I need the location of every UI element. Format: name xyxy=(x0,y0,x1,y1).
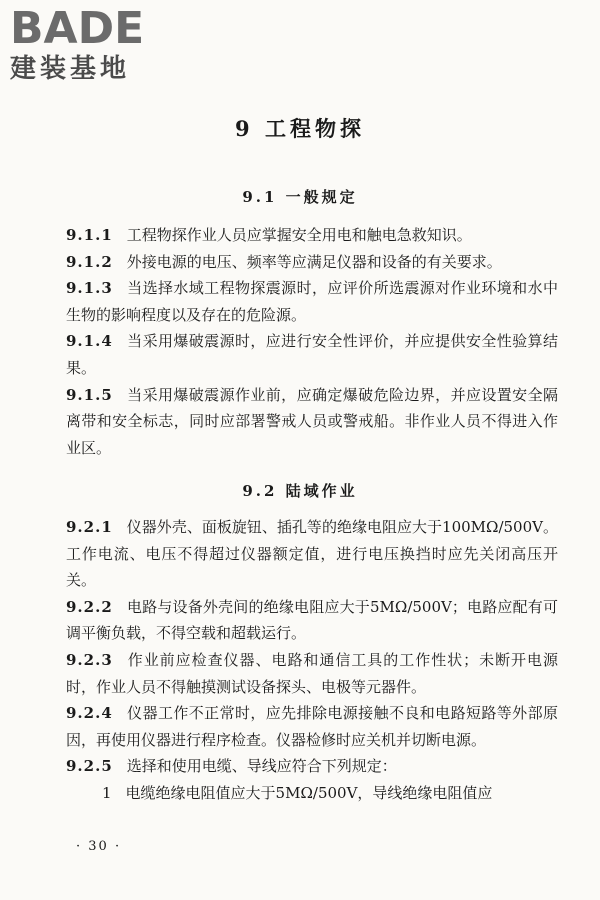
clause-number: 9.2.2 xyxy=(66,597,113,616)
bade-logo xyxy=(10,3,180,84)
section-9-2-body xyxy=(66,514,558,807)
clause xyxy=(66,700,558,753)
section-title-9-2: 9.2 陆域作业 xyxy=(242,482,358,500)
clause-text: 作业前应检查仪器、电路和通信工具的工作性状；未断开电源时，作业人员不得触摸测试设备探头、电极等元器件。 xyxy=(66,650,558,696)
clause xyxy=(66,647,558,700)
logo-wordmark: BADE xyxy=(10,3,145,54)
logo-subtitle: 建装基地 xyxy=(10,54,131,84)
clause-text: 选择和使用电缆、导线应符合下列规定： xyxy=(126,757,397,776)
clause-text: 仪器工作不正常时，应先排除电源接触不良和电路短路等外部原因，再使用仪器进行程序检查。仪器检修时应关机并切断电源。 xyxy=(66,704,558,749)
clause-text: 电路与设备外壳间的绝缘电阻应大于5MΩ/500V；电路应配有可调平衡负载，不得空载和超载运行。 xyxy=(66,597,558,643)
section-9-1-body xyxy=(66,222,558,461)
list-item xyxy=(66,780,558,807)
clause-text: 仪器外壳、面板旋钮、插孔等的绝缘电阻应大于100MΩ/500V。工作电流、电压不得超过仪器额定值，进行电压换挡时应先关闭高压开关。 xyxy=(66,518,558,590)
clause-number: 9.1.2 xyxy=(66,252,113,271)
clause xyxy=(66,594,558,647)
clause-number: 9.1.4 xyxy=(66,332,113,351)
clause-text: 当采用爆破震源作业前，应确定爆破危险边界，并应设置安全隔离带和安全标志，同时应部署警戒人员或警戒船。非作业人员不得进入作业区。 xyxy=(66,385,558,457)
item-number: 1 xyxy=(102,783,112,802)
clause xyxy=(66,275,558,328)
chapter-title: 9 工程物探 xyxy=(235,116,365,141)
clause-number: 9.1.5 xyxy=(66,385,113,404)
clause-number: 9.2.3 xyxy=(66,650,113,669)
page-number: · 30 · xyxy=(76,839,122,854)
clause xyxy=(66,328,558,381)
clause xyxy=(66,514,558,594)
clause xyxy=(66,382,558,462)
clause-number: 9.2.5 xyxy=(66,757,113,776)
clause xyxy=(66,222,558,249)
clause-text: 当选择水域工程物探震源时，应评价所选震源对作业环境和水中生物的影响程度以及存在的危险源。 xyxy=(66,279,558,324)
item-text: 电缆绝缘电阻值应大于5MΩ/500V，导线绝缘电阻值应 xyxy=(125,783,493,802)
clause-number: 9.1.1 xyxy=(66,226,113,244)
clause-text: 当采用爆破震源时，应进行安全性评价，并应提供安全性验算结果。 xyxy=(66,332,558,377)
clause-number: 9.2.4 xyxy=(66,704,113,723)
section-title-9-1: 9.1 一般规定 xyxy=(242,188,358,206)
clause-text: 工程物探作业人员应掌握安全用电和触电急救知识。 xyxy=(126,226,472,244)
clause-number: 9.2.1 xyxy=(66,518,113,536)
clause xyxy=(66,249,558,276)
clause-text: 外接电源的电压、频率等应满足仪器和设备的有关要求。 xyxy=(126,252,502,271)
clause xyxy=(66,753,558,780)
clause-number: 9.1.3 xyxy=(66,279,113,298)
